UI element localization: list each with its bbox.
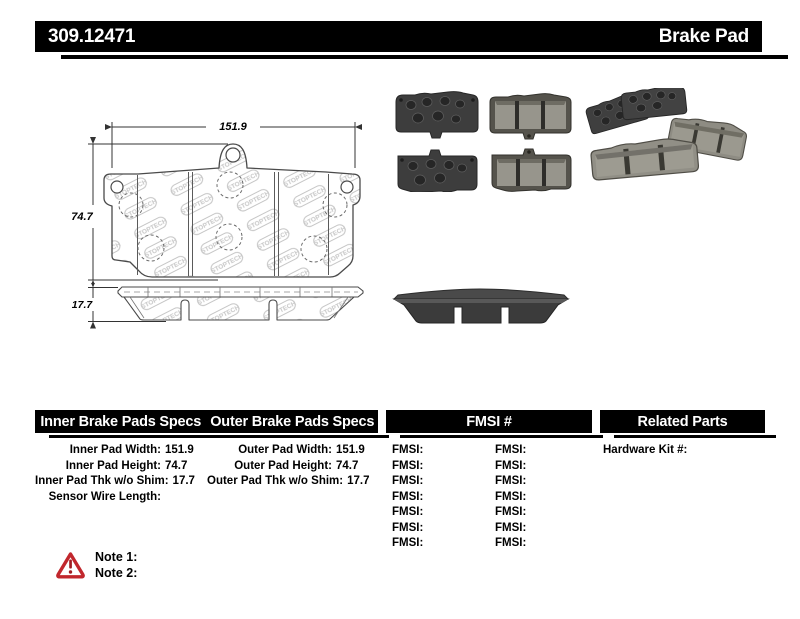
- pads-photo-angled-svg: [580, 88, 758, 188]
- pads-photo-grid-svg: [393, 90, 578, 192]
- fmsi-item: FMSI:: [495, 444, 527, 456]
- pad-photo-face-top: [490, 94, 571, 139]
- spec-value: [161, 490, 207, 506]
- pad-outline-group: [104, 144, 360, 277]
- spec-value: 151.9: [165, 444, 194, 456]
- dim-height-label: 74.7: [71, 211, 93, 223]
- fmsi-header-bar: [386, 410, 592, 433]
- right-ear-hole: [341, 181, 353, 193]
- fmsi-column-1: [386, 443, 489, 552]
- fmsi-item: FMSI:: [392, 537, 424, 549]
- pads-photo-grid: [393, 90, 578, 192]
- spec-label: Inner Pad Height:: [65, 459, 161, 472]
- spec-label: Outer Pad Height:: [234, 459, 332, 472]
- spec-value: 17.7: [172, 475, 195, 487]
- fmsi-item: FMSI:: [495, 521, 527, 534]
- product-type: Brake Pad: [658, 25, 749, 47]
- pad-photo-face-bottom: [492, 149, 571, 191]
- spec-row: [35, 490, 207, 506]
- spec-row: [207, 443, 378, 459]
- spec-row: [35, 474, 207, 490]
- fmsi-title: FMSI #: [466, 413, 512, 430]
- related-header-bar: [600, 410, 765, 433]
- fmsi-column-2: [489, 443, 592, 552]
- related-label: Hardware Kit #:: [603, 444, 688, 456]
- spec-row: [35, 443, 207, 459]
- pad-photo-edge-svg: [388, 283, 573, 333]
- pads-photo-angled: [580, 88, 758, 188]
- spec-value: 151.9: [336, 444, 365, 456]
- inner-specs-title: Inner Brake Pads Specs: [40, 413, 202, 430]
- warning-icon: [56, 551, 85, 584]
- fmsi-item: FMSI:: [392, 521, 424, 534]
- spec-label: Outer Pad Width:: [238, 444, 332, 456]
- fmsi-item: FMSI:: [495, 459, 527, 472]
- fmsi-table: [386, 443, 592, 552]
- pad-outline: [104, 144, 360, 277]
- side-friction-material: [124, 297, 354, 320]
- outer-specs-table: [207, 443, 378, 490]
- angled-pad-back-mid: [620, 88, 687, 120]
- edge-backing-plate: [394, 289, 568, 299]
- related-title: Related Parts: [637, 413, 728, 430]
- side-view-drawing: [68, 283, 373, 335]
- fmsi-item: FMSI:: [392, 490, 424, 503]
- related-parts-table: [600, 443, 770, 459]
- tab-hole: [226, 148, 240, 162]
- inner-specs-table: [35, 443, 207, 505]
- front-view-drawing: [68, 110, 380, 284]
- spec-label: Inner Pad Thk w/o Shim:: [35, 475, 169, 487]
- related-row: [603, 443, 770, 459]
- pad-photo-edge: [388, 283, 573, 333]
- spec-label: Inner Pad Width:: [69, 444, 161, 456]
- pad-photo-back-top: [396, 92, 478, 138]
- angled-pad-face-front: [590, 136, 699, 180]
- part-number: 309.12471: [48, 25, 136, 47]
- front-view-svg: [68, 110, 380, 284]
- spec-row: [207, 474, 378, 490]
- side-view-svg: [68, 283, 373, 335]
- spec-value: 74.7: [336, 459, 359, 472]
- warning-triangle-svg: [56, 551, 85, 579]
- fmsi-item: FMSI:: [392, 506, 424, 518]
- fmsi-item: FMSI:: [495, 506, 527, 518]
- title-bar: [35, 21, 762, 52]
- dim-width-label: 151.9: [219, 121, 247, 133]
- fmsi-item: FMSI:: [392, 444, 424, 456]
- fmsi-item: FMSI:: [392, 459, 424, 472]
- spec-label: Sensor Wire Length:: [48, 490, 161, 503]
- note-1: Note 1:: [95, 550, 138, 564]
- fmsi-item: FMSI:: [495, 537, 527, 549]
- notes-block: [95, 549, 137, 581]
- spec-row: [207, 459, 378, 475]
- spec-label: Outer Pad Thk w/o Shim:: [207, 475, 344, 487]
- specs-header-bar: [35, 410, 378, 433]
- dim-thickness-label: 17.7: [71, 299, 93, 311]
- spec-value: 74.7: [165, 459, 188, 472]
- spec-row: [35, 459, 207, 475]
- fmsi-item: FMSI:: [495, 475, 527, 487]
- fmsi-item: FMSI:: [392, 475, 424, 487]
- spec-value: 17.7: [347, 475, 370, 487]
- note-2: Note 2:: [95, 566, 138, 580]
- pad-photo-back-bottom: [398, 150, 477, 192]
- outer-specs-title: Outer Brake Pads Specs: [210, 413, 375, 430]
- left-ear-hole: [111, 181, 123, 193]
- fmsi-item: FMSI:: [495, 490, 527, 503]
